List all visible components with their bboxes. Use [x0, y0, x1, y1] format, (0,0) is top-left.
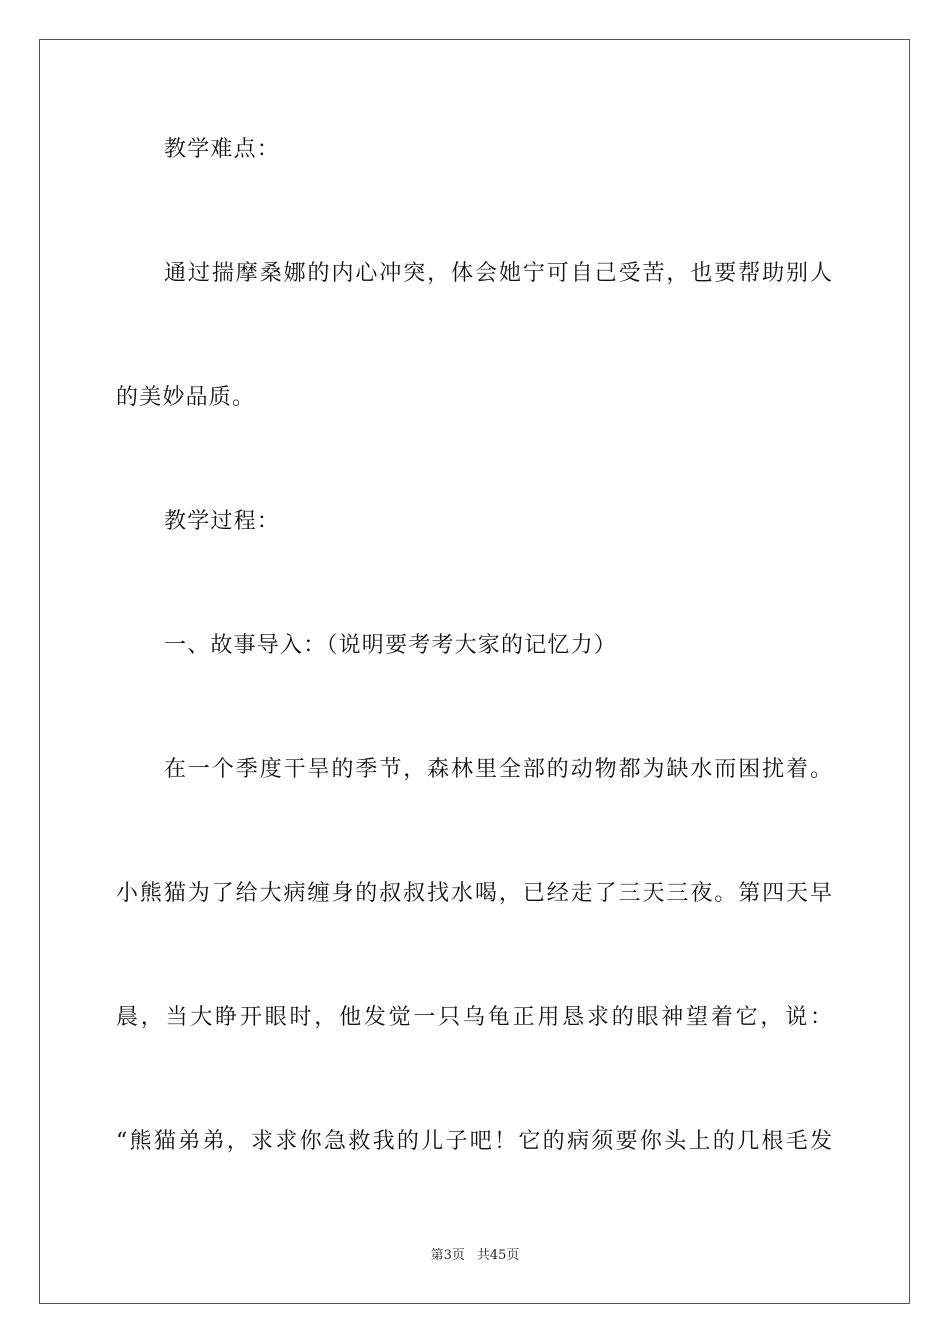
paragraph-line: 晨，当大睁开眼时，他发觉一只乌龟正用恳求的眼神望着它，说：: [116, 1005, 832, 1030]
paragraph-line: 在一个季度干旱的季节，森林里全部的动物都为缺水而困扰着。: [164, 757, 832, 782]
heading-teaching-difficulty: 教学难点：: [164, 137, 281, 162]
paragraph-line: 的美妙品质。: [116, 385, 256, 410]
page-footer: [0, 1248, 950, 1264]
paragraph-line: 通过揣摩桑娜的内心冲突，体会她宁可自己受苦，也要帮助别人: [164, 261, 832, 286]
paragraph-line: 小熊猫为了给大病缠身的叔叔找水喝，已经走了三天三夜。第四天早: [116, 881, 832, 906]
paragraph-line: “熊猫弟弟，求求你急救我的儿子吧！它的病须要你头上的几根毛发: [116, 1129, 832, 1154]
page-total: 共45页: [476, 1248, 520, 1263]
section-heading-story-intro: 一、故事导入：（说明要考考大家的记忆力）: [164, 633, 618, 658]
page-border: [39, 39, 910, 1304]
heading-teaching-process: 教学过程：: [164, 509, 281, 534]
page-number: 第3页: [430, 1248, 465, 1263]
